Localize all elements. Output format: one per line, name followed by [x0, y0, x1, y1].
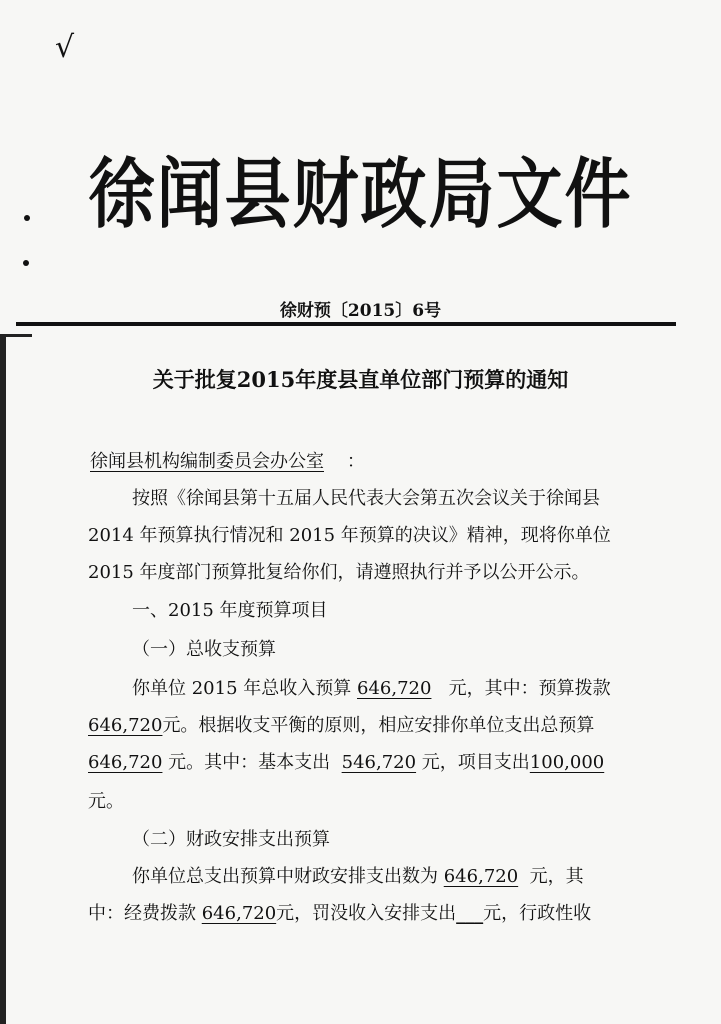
sub2-line2 [88, 899, 591, 925]
binding-stub [0, 334, 32, 337]
total-expenditure-value: 646,720 [88, 752, 163, 773]
funding-appropriation-value: 646,720 [201, 903, 277, 924]
penalty-blank: ___ [456, 903, 484, 924]
text: 中：经费拨款 [88, 903, 196, 924]
binding-bar [0, 334, 6, 1024]
text: 你单位总支出预算中财政安排支出数为 [132, 866, 438, 887]
project-expenditure-value: 100,000 [529, 752, 605, 773]
sub1-line1 [132, 674, 611, 700]
text: 元，罚没收入安排支出 [276, 903, 457, 924]
header-rule [16, 322, 676, 326]
sub1-line3 [88, 748, 604, 774]
section-heading: 一、2015 年度预算项目 [132, 600, 328, 621]
sub1-line2 [88, 711, 594, 737]
recipient-colon: ： [346, 451, 365, 472]
scan-speck [24, 215, 30, 221]
text: 你单位 2015 年总收入预算 [132, 678, 352, 699]
document-number: 徐财预〔2015〕6号 [279, 301, 442, 321]
text: 元，项目支出 [421, 752, 530, 773]
subsection-heading: （二）财政安排支出预算 [132, 829, 330, 850]
text: 元。根据收支平衡的原则，相应安排你单位支出总预算 [162, 715, 595, 736]
fiscal-expenditure-value: 646,720 [443, 866, 519, 887]
recipient-line [90, 447, 365, 473]
para1-line1: 按照《徐闻县第十五届人民代表大会第五次会议关于徐闻县 [132, 488, 600, 509]
document-header: 徐闻县财政局文件 [88, 149, 633, 239]
para1-line2: 2014 年预算执行情况和 2015 年预算的决议》精神，现将你单位 [88, 525, 611, 546]
text: 元，其中：预算拨款 [448, 678, 611, 699]
text: 元。其中：基本支出 [168, 752, 331, 773]
total-income-value: 646,720 [357, 678, 432, 699]
subsection-heading: （一）总收支预算 [132, 639, 276, 660]
notice-title: 关于批复2015年度县直单位部门预算的通知 [152, 367, 569, 392]
para1-line3: 2015 年度部门预算批复给你们，请遵照执行并予以公开公示。 [88, 562, 590, 583]
sub2-line1 [132, 862, 584, 888]
recipient: 徐闻县机构编制委员会办公室 [90, 451, 324, 472]
sub1-line4: 元。 [88, 791, 124, 812]
text: 元，行政性收 [483, 903, 592, 924]
scan-speck [23, 260, 29, 266]
text: 元，其 [529, 866, 584, 887]
basic-expenditure-value: 546,720 [341, 752, 417, 773]
check-mark: √ [55, 30, 75, 65]
appropriation-value: 646,720 [88, 715, 163, 736]
